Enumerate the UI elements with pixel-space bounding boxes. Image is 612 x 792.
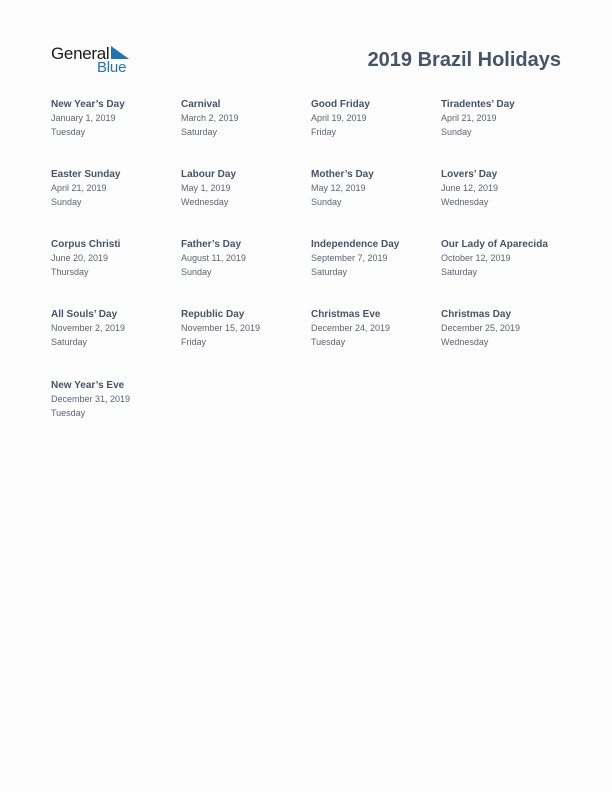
- holiday-date: May 12, 2019: [311, 183, 366, 193]
- holiday-name: Labour Day: [181, 169, 237, 180]
- holiday-date: May 1, 2019: [181, 183, 231, 193]
- holiday-weekday: Saturday: [51, 336, 88, 347]
- holiday-entry: [51, 98, 179, 139]
- holiday-date: June 12, 2019: [441, 183, 499, 193]
- logo-text-blue: Blue: [97, 59, 127, 76]
- holiday-weekday: Sunday: [441, 126, 472, 137]
- holiday-entry: [441, 238, 569, 279]
- holiday-name: Independence Day: [311, 239, 400, 250]
- holiday-date: October 12, 2019: [441, 253, 511, 263]
- holiday-weekday: Sunday: [51, 196, 82, 207]
- holiday-name: Carnival: [181, 99, 221, 110]
- holiday-entry: [311, 168, 439, 209]
- holiday-weekday: Friday: [181, 336, 207, 347]
- holiday-entry: [51, 238, 179, 279]
- holiday-weekday: Saturday: [181, 126, 218, 137]
- holiday-name: Christmas Day: [441, 309, 512, 320]
- holiday-name: Our Lady of Aparecida: [441, 239, 548, 250]
- holiday-weekday: Sunday: [311, 196, 342, 207]
- triangle-flag-icon: [110, 46, 130, 60]
- holiday-entry: [181, 98, 309, 139]
- holiday-entry: [441, 98, 569, 139]
- holiday-name: New Year’s Day: [51, 99, 125, 110]
- holiday-entry: [51, 379, 179, 420]
- holiday-name: Republic Day: [181, 309, 245, 320]
- brand-logo: [51, 44, 135, 78]
- holiday-name: Tiradentes’ Day: [441, 99, 515, 110]
- holiday-name: Father’s Day: [181, 239, 242, 250]
- holiday-weekday: Saturday: [441, 266, 478, 277]
- holiday-entry: [181, 308, 309, 349]
- holiday-name: Corpus Christi: [51, 239, 121, 250]
- holiday-date: August 11, 2019: [181, 253, 246, 263]
- holiday-weekday: Wednesday: [181, 196, 229, 207]
- holiday-weekday: Tuesday: [51, 407, 86, 418]
- holiday-date: December 31, 2019: [51, 394, 131, 404]
- holiday-weekday: Saturday: [311, 266, 348, 277]
- holiday-name: Lovers’ Day: [441, 169, 498, 180]
- holiday-entry: [181, 168, 309, 209]
- holiday-entry: [441, 308, 569, 349]
- holiday-weekday: Tuesday: [51, 126, 86, 137]
- holiday-name: Good Friday: [311, 99, 370, 110]
- holiday-date: November 15, 2019: [181, 323, 261, 333]
- holiday-entry: [441, 168, 569, 209]
- holiday-name: New Year’s Eve: [51, 380, 125, 391]
- holiday-date: April 21, 2019: [51, 183, 107, 193]
- holiday-weekday: Tuesday: [311, 336, 346, 347]
- holiday-date: December 24, 2019: [311, 323, 391, 333]
- holiday-date: November 2, 2019: [51, 323, 126, 333]
- holiday-name: All Souls’ Day: [51, 309, 118, 320]
- holiday-name: Christmas Eve: [311, 309, 381, 320]
- holiday-entry: [311, 308, 439, 349]
- holiday-date: December 25, 2019: [441, 323, 521, 333]
- holiday-weekday: Wednesday: [441, 196, 489, 207]
- holiday-date: April 21, 2019: [441, 113, 497, 123]
- holiday-name: Mother’s Day: [311, 169, 374, 180]
- holiday-date: January 1, 2019: [51, 113, 116, 123]
- holiday-entry: [51, 308, 179, 349]
- holiday-weekday: Wednesday: [441, 336, 489, 347]
- holiday-weekday: Thursday: [51, 266, 89, 277]
- holiday-date: June 20, 2019: [51, 253, 109, 263]
- holiday-date: April 19, 2019: [311, 113, 367, 123]
- holiday-name: Easter Sunday: [51, 169, 121, 180]
- page-title: 2019 Brazil Holidays: [367, 49, 561, 71]
- holiday-date: September 7, 2019: [311, 253, 388, 263]
- holiday-date: March 2, 2019: [181, 113, 239, 123]
- logo-text-general: General: [51, 44, 110, 63]
- holiday-entry: [311, 98, 439, 139]
- holiday-entry: [311, 238, 439, 279]
- holiday-weekday: Friday: [311, 126, 337, 137]
- holiday-weekday: Sunday: [181, 266, 212, 277]
- holiday-entry: [51, 168, 179, 209]
- holiday-entry: [181, 238, 309, 279]
